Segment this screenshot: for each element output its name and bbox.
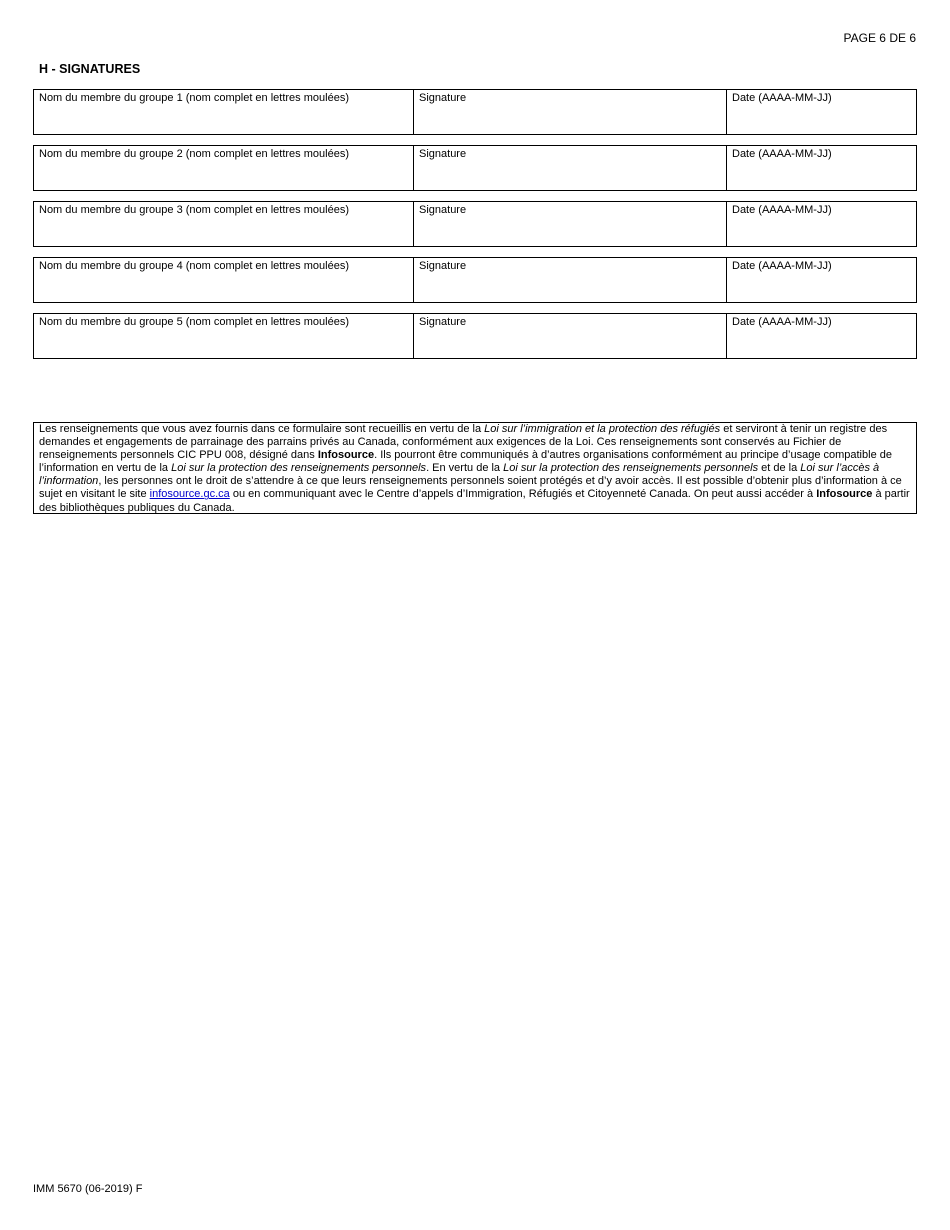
infosource-name: Infosource bbox=[816, 488, 873, 501]
notice-text: , les personnes ont le droit de s’attendre à ce que leurs renseignements personnels soient protégés et d’y avoir accès. Il est possible d’obtenir plus d’information à ce sujet en visitant le site bbox=[39, 475, 902, 501]
member-name-field[interactable] bbox=[34, 258, 414, 302]
privacy-notice bbox=[33, 422, 917, 514]
date-label: Date (AAAA-MM-JJ) bbox=[732, 316, 832, 328]
notice-text: Les renseignements que vous avez fournis dans ce formulaire sont recueillis en vertu de la bbox=[39, 423, 485, 435]
form-code: IMM 5670 (06-2019) F bbox=[33, 1183, 143, 1195]
notice-text: et serviront à tenir un registre des demandes et engagements de parrainage des parrains privés au Canada, conformément aux exigences de la Loi. Ces renseignements sont conservés au Fichier de renseignements personnels CIC PPU 008, désigné dans bbox=[39, 423, 888, 462]
member-name-label: Nom du membre du groupe 4 (nom complet en lettres moulées) bbox=[39, 260, 349, 272]
member-name-label: Nom du membre du groupe 3 (nom complet en lettres moulées) bbox=[39, 204, 349, 216]
signature-row bbox=[33, 313, 917, 359]
signature-label: Signature bbox=[419, 204, 467, 216]
member-name-field[interactable] bbox=[34, 146, 414, 190]
member-name-field[interactable] bbox=[34, 90, 414, 134]
date-field[interactable] bbox=[727, 146, 916, 190]
member-name-label: Nom du membre du groupe 5 (nom complet en lettres moulées) bbox=[39, 316, 349, 328]
notice-text: à partir des bibliothèques publiques du Canada. bbox=[39, 488, 910, 514]
signature-field[interactable] bbox=[414, 202, 727, 246]
infosource-link[interactable]: infosource.gc.ca bbox=[149, 488, 230, 501]
date-field[interactable] bbox=[727, 314, 916, 358]
signature-row bbox=[33, 201, 917, 247]
date-label: Date (AAAA-MM-JJ) bbox=[732, 260, 832, 272]
signature-row bbox=[33, 145, 917, 191]
law-title: Loi sur l’immigration et la protection des réfugiés bbox=[484, 423, 721, 435]
member-name-label: Nom du membre du groupe 1 (nom complet en lettres moulées) bbox=[39, 92, 349, 104]
notice-text: ou en communiquant avec le Centre d’appels d’Immigration, Réfugiés et Citoyenneté Canada. On peut aussi accéder à bbox=[229, 488, 817, 501]
date-field[interactable] bbox=[727, 90, 916, 134]
signature-label: Signature bbox=[419, 92, 467, 104]
law-title: Loi sur l’accès à l’information bbox=[39, 462, 880, 488]
signature-field[interactable] bbox=[414, 258, 727, 302]
signature-label: Signature bbox=[419, 148, 467, 160]
signature-label: Signature bbox=[419, 260, 467, 272]
signature-field[interactable] bbox=[414, 314, 727, 358]
date-field[interactable] bbox=[727, 202, 916, 246]
date-label: Date (AAAA-MM-JJ) bbox=[732, 204, 832, 216]
signature-row bbox=[33, 89, 917, 135]
member-name-field[interactable] bbox=[34, 314, 414, 358]
signature-label: Signature bbox=[419, 316, 467, 328]
section-title: H - SIGNATURES bbox=[39, 62, 141, 76]
signature-field[interactable] bbox=[414, 90, 727, 134]
signature-field[interactable] bbox=[414, 146, 727, 190]
date-label: Date (AAAA-MM-JJ) bbox=[732, 92, 832, 104]
law-title: Loi sur la protection des renseignements personnels bbox=[171, 462, 427, 475]
notice-text: . Ils pourront être communiqués à d’autres organisations conformément au principe d’usage compatible de l’information en vertu de la bbox=[39, 449, 892, 475]
law-title: Loi sur la protection des renseignements personnels bbox=[503, 462, 759, 475]
member-name-field[interactable] bbox=[34, 202, 414, 246]
page-number: PAGE 6 DE 6 bbox=[843, 31, 916, 45]
notice-text: . En vertu de la bbox=[426, 462, 504, 475]
notice-text: et de la bbox=[758, 462, 801, 475]
infosource-name: Infosource bbox=[317, 449, 375, 462]
member-name-label: Nom du membre du groupe 2 (nom complet en lettres moulées) bbox=[39, 148, 349, 160]
date-label: Date (AAAA-MM-JJ) bbox=[732, 148, 832, 160]
signature-row bbox=[33, 257, 917, 303]
date-field[interactable] bbox=[727, 258, 916, 302]
